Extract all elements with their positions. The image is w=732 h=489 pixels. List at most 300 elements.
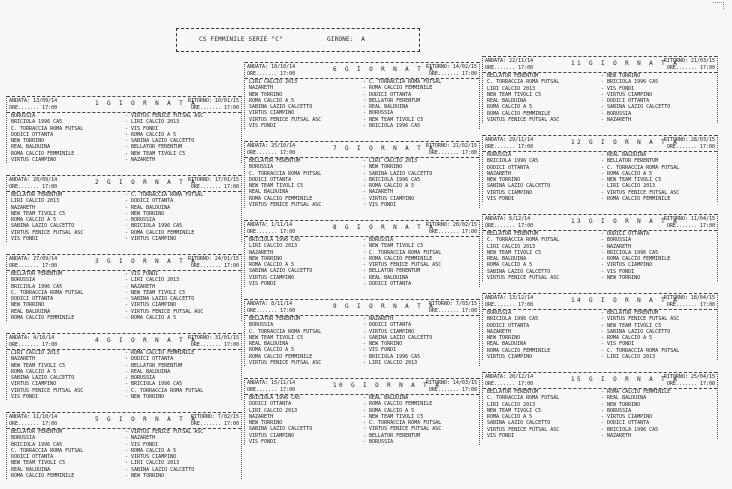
home-team: BRICIOLA 1996 CA5 bbox=[11, 119, 63, 126]
ritorno-date: RITORNO: 14/02/15 bbox=[425, 64, 477, 70]
home-team: ROMA CALCIO FEMMINILE bbox=[249, 353, 313, 360]
home-team: BORUSSIA bbox=[487, 310, 512, 316]
home-team: SABINA LAZIO CALCETTO bbox=[11, 375, 75, 382]
andata-date: ANDATA: 4/10/14 bbox=[9, 335, 55, 341]
home-team: ROMA CALCIO A 5 bbox=[249, 347, 295, 354]
round-header bbox=[483, 214, 717, 231]
away-team: - BORUSSIA bbox=[601, 237, 632, 244]
away-team: - NAZARETH bbox=[601, 433, 632, 440]
away-team: - ROMA CALCIO FEMMINILE bbox=[601, 196, 671, 203]
away-team: - REAL BALDUINA bbox=[125, 368, 171, 375]
home-team: DODICI OTTANTA bbox=[487, 164, 530, 171]
home-team: C. TORRACCIA ROMA FUTSAL bbox=[11, 289, 84, 296]
away-team: - NEW TEAM TIVOLI C5 bbox=[363, 413, 424, 420]
ritorno-time: ORE....... 17:00 bbox=[428, 71, 477, 77]
match-row bbox=[7, 236, 241, 242]
title-box bbox=[176, 28, 420, 52]
away-team: - NAZARETH bbox=[125, 435, 156, 442]
away-team: - VIS FONDI bbox=[125, 271, 159, 277]
round-header bbox=[7, 333, 241, 350]
andata-date: ANDATA: 20/12/14 bbox=[485, 374, 534, 380]
home-team: NEW TORRINO bbox=[249, 420, 283, 427]
away-team: - BRICIOLA 1996 CA5 bbox=[363, 123, 421, 130]
away-team: - VIRTUS FENICE FUTSAL ASC bbox=[363, 426, 442, 433]
away-team: - ROMA CALCIO A 5 bbox=[363, 407, 415, 414]
home-team: SABINA LAZIO CALCETTO bbox=[249, 104, 313, 111]
away-team: - DODICI OTTANTA bbox=[363, 281, 412, 288]
ritorno-date: RITORNO: 21/03/15 bbox=[663, 58, 715, 64]
away-team: - VIRTUS CIAMPINO bbox=[601, 262, 653, 269]
home-team: BELLATOR FERENTUM bbox=[249, 158, 301, 164]
round-name: 11 G I O R N A T A bbox=[571, 60, 680, 67]
ritorno-time: ORE....... 17:00 bbox=[666, 381, 715, 387]
home-team: VIRTUS FENICE FUTSAL ASC bbox=[249, 202, 322, 209]
away-team: - NEW TEAM TIVOLI C5 bbox=[125, 289, 186, 296]
home-team: C. TORRACCIA ROMA FUTSAL bbox=[487, 237, 560, 244]
home-team: VIRTUS FENICE FUTSAL ASC bbox=[11, 229, 84, 236]
round-header bbox=[483, 293, 717, 310]
andata-date: ANDATA: 22/11/14 bbox=[485, 58, 534, 64]
round-block bbox=[482, 214, 718, 281]
home-team: DODICI OTTANTA bbox=[11, 296, 54, 303]
away-team: - ROMA CALCIO FEMMINILE bbox=[363, 85, 433, 92]
ritorno-time: ORE....... 17:00 bbox=[428, 229, 477, 235]
match-row bbox=[7, 394, 241, 400]
home-team: BRICIOLA 1996 CA5 bbox=[249, 237, 301, 243]
away-team: - VIS FONDI bbox=[363, 347, 397, 354]
home-team: NEW TORRINO bbox=[487, 335, 521, 342]
round-name: 3 G I O R N A T A bbox=[95, 258, 198, 265]
andata-date: ANDATA: 18/10/14 bbox=[247, 64, 296, 70]
away-team: - ROMA CALCIO A 5 bbox=[125, 131, 177, 138]
home-team: C. TORRACCIA ROMA FUTSAL bbox=[487, 79, 560, 86]
match-row bbox=[245, 281, 479, 287]
andata-date: ANDATA: 25/10/14 bbox=[247, 143, 296, 149]
home-team: VIS FONDI bbox=[11, 236, 39, 243]
andata-time: ORE....... 17:00 bbox=[247, 229, 296, 235]
round-header bbox=[7, 175, 241, 192]
round-block bbox=[482, 293, 718, 360]
ritorno-time: ORE....... 17:00 bbox=[190, 263, 239, 269]
home-team: ROMA CALCIO A 5 bbox=[249, 97, 295, 104]
andata-time: ORE....... 17:00 bbox=[247, 150, 296, 156]
home-team: VIRTUS FENICE FUTSAL ASC bbox=[487, 426, 560, 433]
round-name: 12 G I O R N A T A bbox=[571, 139, 680, 146]
home-team: NEW TEAM TIVOLI C5 bbox=[11, 362, 66, 369]
match-row bbox=[7, 473, 241, 479]
away-team: - BELLATOR FERENTUM bbox=[601, 158, 659, 165]
home-team: ROMA CALCIO FEMMINILE bbox=[11, 150, 75, 157]
home-team: BRICIOLA 1996 CA5 bbox=[11, 283, 63, 290]
home-team: NAZARETH bbox=[487, 328, 512, 335]
home-team: ROMA CALCIO A 5 bbox=[487, 262, 533, 269]
away-team: - C. TORRACCIA ROMA FUTSAL bbox=[601, 164, 680, 171]
home-team: LIRI CALCIO 2013 bbox=[487, 243, 536, 250]
match-row bbox=[483, 354, 717, 360]
away-team: - VIRTUS CIAMPINO bbox=[125, 302, 177, 309]
away-team: - VIS FONDI bbox=[601, 341, 635, 348]
home-team: DODICI OTTANTA bbox=[487, 322, 530, 329]
home-team: LIRI CALCIO 2013 bbox=[487, 85, 536, 92]
round-header bbox=[483, 56, 717, 73]
home-team: VIRTUS FENICE FUTSAL ASC bbox=[249, 116, 322, 123]
away-team: - ROMA CALCIO A 5 bbox=[363, 183, 415, 190]
match-row bbox=[7, 315, 241, 321]
andata-time: ORE....... 17:00 bbox=[9, 421, 58, 427]
ritorno-date: RITORNO: 21/02/15 bbox=[425, 143, 477, 149]
home-team: VIS FONDI bbox=[249, 281, 277, 288]
round-header bbox=[7, 96, 241, 113]
away-team: - BRICIOLA 1996 CA5 bbox=[125, 223, 183, 230]
ritorno-date: RITORNO: 31/01/15 bbox=[187, 335, 239, 341]
away-team: - NEW TORRINO bbox=[601, 401, 641, 408]
round-block bbox=[482, 372, 718, 439]
away-team: - NEW TORRINO bbox=[125, 394, 165, 401]
home-team: VIS FONDI bbox=[249, 123, 277, 130]
away-team: - LIRI CALCIO 2013 bbox=[601, 183, 656, 190]
andata-time: ORE....... 17:00 bbox=[247, 308, 296, 314]
round-block bbox=[244, 220, 480, 287]
away-team: - C. TORRACCIA ROMA FUTSAL bbox=[601, 347, 680, 354]
away-team: - NEW TORRINO bbox=[363, 164, 403, 171]
home-team: ROMA CALCIO A 5 bbox=[11, 217, 57, 224]
ritorno-date: RITORNO: 7/03/15 bbox=[428, 301, 477, 307]
home-team: BORUSSIA bbox=[11, 113, 36, 119]
away-team: - NEW TORRINO bbox=[125, 473, 165, 480]
home-team: NEW TEAM TIVOLI C5 bbox=[249, 334, 304, 341]
competition-title: CS FEMMINILE SERIE "C" bbox=[199, 36, 283, 43]
away-team: - BELLATOR FERENTUM bbox=[125, 144, 183, 151]
home-team: VIRTUS CIAMPINO bbox=[11, 381, 57, 388]
away-team: - VIRTUS CIAMPINO bbox=[363, 328, 415, 335]
ritorno-time: ORE....... 17:00 bbox=[190, 342, 239, 348]
away-team: - VIRTUS CIAMPINO bbox=[601, 414, 653, 421]
away-team: - SABINA LAZIO CALCETTO bbox=[601, 328, 671, 335]
home-team: VIRTUS CIAMPINO bbox=[249, 274, 295, 281]
round-block bbox=[6, 412, 242, 479]
andata-time: ORE....... 17:00 bbox=[9, 105, 58, 111]
home-team: BORUSSIA bbox=[249, 322, 274, 329]
round-header bbox=[483, 135, 717, 152]
away-team: - NAZARETH bbox=[601, 117, 632, 124]
home-team: BORUSSIA bbox=[11, 277, 36, 284]
away-team: - BELLATOR FERENTUM bbox=[363, 432, 421, 439]
home-team: BRICIOLA 1996 CA5 bbox=[487, 316, 539, 323]
home-team: NAZARETH bbox=[11, 356, 36, 363]
home-team: NAZARETH bbox=[249, 413, 274, 420]
round-name: 14 G I O R N A T A bbox=[571, 297, 680, 304]
home-team: DODICI OTTANTA bbox=[249, 401, 292, 408]
home-team: NEW TEAM TIVOLI C5 bbox=[487, 249, 542, 256]
away-team: - SABINA LAZIO CALCETTO bbox=[125, 138, 195, 145]
round-block bbox=[482, 56, 718, 123]
away-team: - REAL BALDUINA bbox=[363, 395, 409, 401]
away-team: - ROMA CALCIO A 5 bbox=[125, 447, 177, 454]
away-team: - DODICI OTTANTA bbox=[125, 356, 174, 363]
away-team: - BRICIOLA 1996 CA5 bbox=[601, 249, 659, 256]
home-team: SABINA LAZIO CALCETTO bbox=[11, 223, 75, 230]
away-team: - ROMA CALCIO A 5 bbox=[125, 315, 177, 322]
home-team: BELLATOR FERENTUM bbox=[11, 192, 63, 198]
home-team: VIRTUS CIAMPINO bbox=[11, 157, 57, 164]
away-team: - ROMA CALCIO FEMMINILE bbox=[601, 389, 671, 395]
away-team: - NEW TEAM TIVOLI C5 bbox=[125, 150, 186, 157]
home-team: BELLATOR FERENTUM bbox=[249, 316, 301, 322]
away-team: - VIRTUS FENICE FUTSAL ASC bbox=[125, 113, 204, 119]
away-team: - VIRTUS FENICE FUTSAL ASC bbox=[363, 262, 442, 269]
andata-date: ANDATA: 8/11/14 bbox=[247, 301, 293, 307]
away-team: - ROMA CALCIO FEMMINILE bbox=[125, 350, 195, 356]
away-team: - ROMA CALCIO FEMMINILE bbox=[363, 401, 433, 408]
home-team: BORUSSIA bbox=[487, 152, 512, 158]
home-team: NAZARETH bbox=[487, 170, 512, 177]
away-team: - SABINA LAZIO CALCETTO bbox=[363, 334, 433, 341]
away-team: - NAZARETH bbox=[601, 243, 632, 250]
away-team: - ROMA CALCIO FEMMINILE bbox=[601, 256, 671, 263]
away-team: - SABINA LAZIO CALCETTO bbox=[601, 104, 671, 111]
ritorno-date: RITORNO: 14/03/15 bbox=[425, 380, 477, 386]
match-row bbox=[245, 360, 479, 366]
away-team: - DODICI OTTANTA bbox=[363, 322, 412, 329]
andata-time: ORE....... 17:00 bbox=[485, 381, 534, 387]
home-team: NEW TORRINO bbox=[11, 138, 45, 145]
home-team: VIRTUS CIAMPINO bbox=[249, 432, 295, 439]
away-team: - NEW TORRINO bbox=[601, 275, 641, 282]
away-team: - BORUSSIA bbox=[363, 110, 394, 117]
home-team: SABINA LAZIO CALCETTO bbox=[249, 426, 313, 433]
away-team: - VIS FONDI bbox=[363, 202, 397, 209]
away-team: - BORUSSIA bbox=[363, 237, 394, 243]
round-header bbox=[245, 62, 479, 79]
away-team: - SABINA LAZIO CALCETTO bbox=[125, 296, 195, 303]
match-row bbox=[483, 275, 717, 281]
andata-date: ANDATA: 27/09/14 bbox=[9, 256, 58, 262]
away-team: - REAL BALDUINA bbox=[601, 152, 647, 158]
andata-time: ORE....... 17:00 bbox=[247, 71, 296, 77]
ritorno-time: ORE....... 17:00 bbox=[666, 302, 715, 308]
home-team: BELLATOR FERENTUM bbox=[11, 271, 63, 277]
ritorno-time: ORE....... 17:00 bbox=[666, 144, 715, 150]
home-team: NEW TORRINO bbox=[11, 302, 45, 309]
home-team: VIRTUS FENICE FUTSAL ASC bbox=[487, 275, 560, 282]
home-team: BELLATOR FERENTUM bbox=[11, 429, 63, 435]
home-team: SABINA LAZIO CALCETTO bbox=[487, 183, 551, 190]
home-team: SABINA LAZIO CALCETTO bbox=[249, 268, 313, 275]
andata-date: ANDATA: 20/09/14 bbox=[9, 177, 58, 183]
home-team: NAZARETH bbox=[249, 249, 274, 256]
away-team: - C. TORRACCIA ROMA FUTSAL bbox=[363, 79, 442, 85]
home-team: ROMA CALCIO FEMMINILE bbox=[249, 195, 313, 202]
home-team: SABINA LAZIO CALCETTO bbox=[487, 268, 551, 275]
round-header bbox=[245, 299, 479, 316]
home-team: BELLATOR FERENTUM bbox=[487, 231, 539, 237]
group-label: GIRONE: A bbox=[327, 36, 366, 43]
away-team: - NEW TEAM TIVOLI C5 bbox=[363, 243, 424, 250]
home-team: REAL BALDUINA bbox=[487, 98, 527, 105]
home-team: LIRI CALCIO 2013 bbox=[249, 407, 298, 414]
away-team: - C. TORRACCIA ROMA FUTSAL bbox=[125, 192, 204, 198]
away-team: - BORUSSIA bbox=[363, 439, 394, 446]
home-team: C. TORRACCIA ROMA FUTSAL bbox=[11, 447, 84, 454]
away-team: - BORUSSIA bbox=[125, 217, 156, 224]
home-team: VIRTUS CIAMPINO bbox=[487, 354, 533, 361]
ritorno-time: ORE....... 17:00 bbox=[428, 308, 477, 314]
home-team: LIRI CALCIO 2013 bbox=[249, 243, 298, 250]
home-team: VIRTUS FENICE FUTSAL ASC bbox=[11, 387, 84, 394]
away-team: - SABINA LAZIO CALCETTO bbox=[125, 466, 195, 473]
away-team: - BRICIOLA 1996 CA5 bbox=[363, 353, 421, 360]
away-team: - NEW TEAM TIVOLI C5 bbox=[601, 322, 662, 329]
match-row bbox=[7, 157, 241, 163]
round-block bbox=[244, 62, 480, 129]
home-team: VIS FONDI bbox=[487, 433, 515, 440]
round-block bbox=[6, 175, 242, 242]
home-team: NEW TORRINO bbox=[249, 91, 283, 98]
home-team: NEW TORRINO bbox=[487, 177, 521, 184]
away-team: - VIRTUS FENICE FUTSAL ASC bbox=[125, 308, 204, 315]
away-team: - BRICIOLA 1996 CA5 bbox=[363, 176, 421, 183]
home-team: ROMA CALCIO FEMMINILE bbox=[487, 347, 551, 354]
away-team: - BORUSSIA bbox=[601, 110, 632, 117]
round-name: 7 G I O R N A T A bbox=[333, 145, 436, 152]
andata-time: ORE....... 17:00 bbox=[9, 342, 58, 348]
away-team: - NEW TEAM TIVOLI C5 bbox=[601, 177, 662, 184]
andata-time: ORE....... 17:00 bbox=[9, 263, 58, 269]
away-team: - DODICI OTTANTA bbox=[601, 231, 650, 237]
away-team: - VIS FONDI bbox=[125, 441, 159, 448]
home-team: NEW TEAM TIVOLI C5 bbox=[11, 460, 66, 467]
andata-time: ORE....... 17:00 bbox=[485, 302, 534, 308]
away-team: - NEW TEAM TIVOLI C5 bbox=[363, 116, 424, 123]
round-block bbox=[244, 378, 480, 445]
away-team: - BELLATOR FERENTUM bbox=[363, 268, 421, 275]
home-team: DODICI OTTANTA bbox=[249, 176, 292, 183]
home-team: LIRI CALCIO 2013 bbox=[11, 350, 60, 356]
away-team: - BRICIOLA 1996 CA5 bbox=[601, 79, 659, 86]
match-row bbox=[483, 117, 717, 123]
away-team: - VIRTUS FENICE FUTSAL ASC bbox=[125, 429, 204, 435]
away-team: - REAL BALDUINA bbox=[601, 395, 647, 402]
home-team: C. TORRACCIA ROMA FUTSAL bbox=[249, 170, 322, 177]
away-team: - NAZARETH bbox=[363, 316, 394, 322]
away-team: - VIRTUS FENICE FUTSAL ASC bbox=[601, 316, 680, 323]
home-team: REAL BALDUINA bbox=[11, 308, 51, 315]
corner-mark bbox=[713, 2, 724, 9]
home-team: VIRTUS FENICE FUTSAL ASC bbox=[487, 117, 560, 124]
away-team: - LIRI CALCIO 2013 bbox=[125, 460, 180, 467]
round-name: 5 G I O R N A T A bbox=[95, 416, 198, 423]
round-name: 8 G I O R N A T A bbox=[333, 224, 436, 231]
away-team: - LIRI CALCIO 2013 bbox=[125, 277, 180, 284]
home-team: ROMA CALCIO FEMMINILE bbox=[11, 315, 75, 322]
andata-date: ANDATA: 6/12/14 bbox=[485, 216, 531, 222]
round-name: 2 G I O R N A T A bbox=[95, 179, 198, 186]
home-team: VIS FONDI bbox=[11, 394, 39, 401]
andata-time: ORE....... 17:00 bbox=[485, 65, 534, 71]
round-header bbox=[7, 254, 241, 271]
away-team: - NEW TORRINO bbox=[601, 73, 641, 79]
home-team: C. TORRACCIA ROMA FUTSAL bbox=[249, 328, 322, 335]
away-team: - VIS FONDI bbox=[125, 125, 159, 132]
home-team: LIRI CALCIO 2013 bbox=[11, 198, 60, 205]
away-team: - BRICIOLA 1996 CA5 bbox=[125, 381, 183, 388]
match-row bbox=[245, 439, 479, 445]
round-block bbox=[6, 333, 242, 400]
home-team: VIRTUS FENICE FUTSAL ASC bbox=[249, 360, 322, 367]
away-team: - NAZARETH bbox=[125, 283, 156, 290]
home-team: NEW TEAM TIVOLI C5 bbox=[487, 407, 542, 414]
away-team: - NEW TORRINO bbox=[125, 210, 165, 217]
away-team: - DODICI OTTANTA bbox=[601, 98, 650, 105]
ritorno-time: ORE....... 17:00 bbox=[666, 223, 715, 229]
ritorno-date: RITORNO: 28/02/15 bbox=[425, 222, 477, 228]
home-team: REAL BALDUINA bbox=[249, 341, 289, 348]
home-team: ROMA CALCIO A 5 bbox=[11, 368, 57, 375]
ritorno-date: RITORNO: 11/04/15 bbox=[663, 216, 715, 222]
away-team: - BELLATOR FERENTUM bbox=[125, 362, 183, 369]
round-header bbox=[245, 378, 479, 395]
match-row bbox=[483, 433, 717, 439]
andata-date: ANDATA: 13/09/14 bbox=[9, 98, 58, 104]
home-team: REAL BALDUINA bbox=[487, 341, 527, 348]
home-team: REAL BALDUINA bbox=[487, 256, 527, 263]
round-block bbox=[244, 141, 480, 208]
round-header bbox=[245, 141, 479, 158]
away-team: - BRICIOLA 1996 CA5 bbox=[601, 426, 659, 433]
away-team: - DODICI OTTANTA bbox=[601, 420, 650, 427]
round-block bbox=[6, 96, 242, 163]
match-row bbox=[245, 202, 479, 208]
away-team: - VIS FONDI bbox=[601, 85, 635, 92]
home-team: ROMA CALCIO FEMMINILE bbox=[11, 473, 75, 480]
home-team: LIRI CALCIO 2013 bbox=[487, 401, 536, 408]
home-team: BRICIOLA 1996 CA5 bbox=[11, 441, 63, 448]
away-team: - ROMA CALCIO FEMMINILE bbox=[363, 255, 433, 262]
away-team: - C. TORRACCIA ROMA FUTSAL bbox=[363, 420, 442, 427]
away-team: - DODICI OTTANTA bbox=[125, 198, 174, 205]
ritorno-date: RITORNO: 28/03/15 bbox=[663, 137, 715, 143]
round-name: 4 G I O R N A T A bbox=[95, 337, 198, 344]
home-team: REAL BALDUINA bbox=[11, 144, 51, 151]
away-team: - ROMA CALCIO FEMMINILE bbox=[125, 229, 195, 236]
home-team: BELLATOR FERENTUM bbox=[487, 73, 539, 79]
ritorno-date: RITORNO: 18/04/15 bbox=[663, 295, 715, 301]
away-team: - LIRI CALCIO 2013 bbox=[363, 360, 418, 367]
away-team: - REAL BALDUINA bbox=[125, 204, 171, 211]
home-team: ROMA CALCIO A 5 bbox=[487, 104, 533, 111]
round-block bbox=[244, 299, 480, 366]
home-team: BELLATOR FERENTUM bbox=[487, 389, 539, 395]
away-team: - VIRTUS CIAMPINO bbox=[363, 195, 415, 202]
ritorno-time: ORE....... 17:00 bbox=[428, 150, 477, 156]
ritorno-date: RITORNO: 25/04/15 bbox=[663, 374, 715, 380]
match-row bbox=[483, 196, 717, 202]
andata-time: ORE....... 17:00 bbox=[485, 144, 534, 150]
home-team: REAL BALDUINA bbox=[11, 466, 51, 473]
round-name: 6 G I O R N A T A bbox=[333, 66, 436, 73]
andata-time: ORE....... 17:00 bbox=[247, 387, 296, 393]
away-team: - NAZARETH bbox=[125, 157, 156, 164]
match-row bbox=[245, 123, 479, 129]
home-team: BORUSSIA bbox=[249, 164, 274, 171]
round-name: 1 G I O R N A T A bbox=[95, 100, 198, 107]
ritorno-date: RITORNO: 10/01/15 bbox=[187, 98, 239, 104]
andata-date: ANDATA: 15/11/14 bbox=[247, 380, 296, 386]
away-team: - SABINA LAZIO CALCETTO bbox=[363, 170, 433, 177]
home-team: BORUSSIA bbox=[11, 435, 36, 442]
home-team: NAZARETH bbox=[249, 85, 274, 92]
andata-date: ANDATA: 29/11/14 bbox=[485, 137, 534, 143]
